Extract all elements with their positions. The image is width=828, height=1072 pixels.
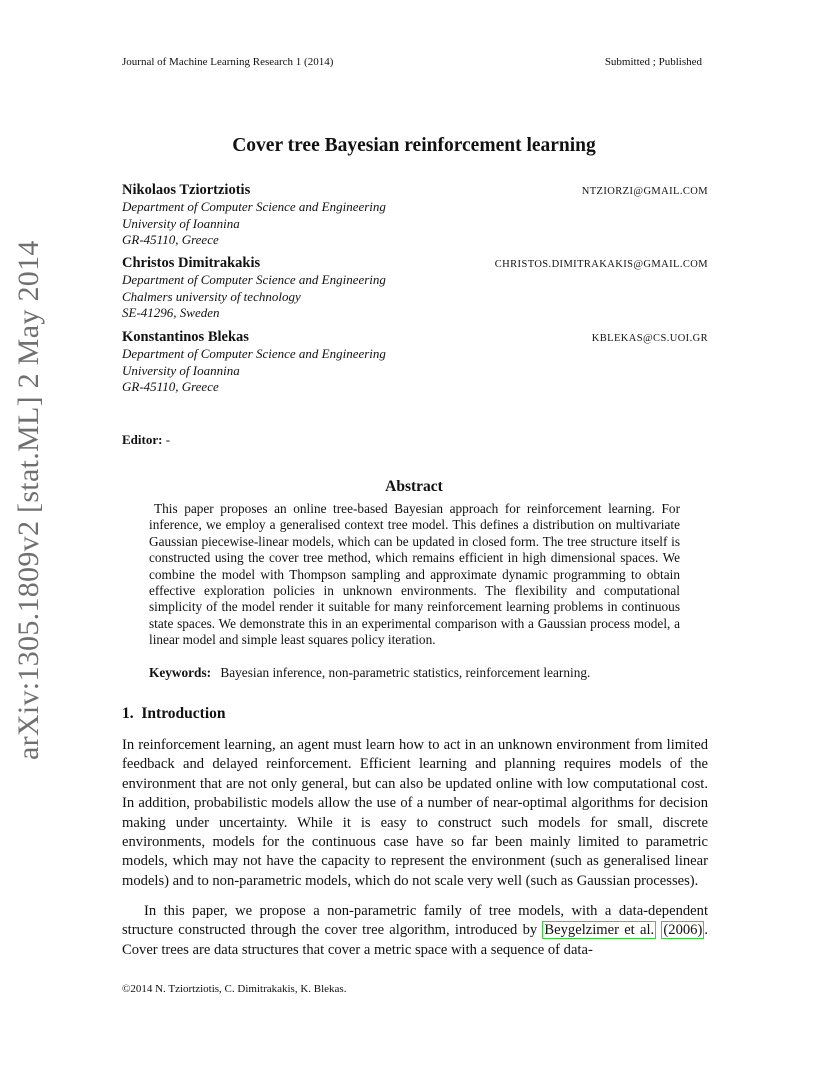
- author-block-1: [122, 182, 708, 249]
- author-email: CHRISTOS.DIMITRAKAKIS@GMAIL.COM: [494, 259, 708, 270]
- author-email: KBLEKAS@CS.UOI.GR: [591, 333, 708, 344]
- editor-label: Editor:: [122, 432, 163, 447]
- affiliation-line: University of Ioannina: [122, 362, 240, 378]
- editor-value: -: [165, 432, 171, 447]
- arxiv-stamp: arXiv:1305.1809v2 [stat.ML] 2 May 2014: [12, 240, 45, 760]
- submission-status: Submitted ; Published: [604, 56, 702, 68]
- abstract-heading: Abstract: [385, 478, 443, 495]
- paper-title: Cover tree Bayesian reinforcement learning: [232, 135, 596, 156]
- affiliation-line: SE-41296, Sweden: [122, 305, 220, 320]
- abstract-text: This paper proposes an online tree-based Bayesian approach for reinforcement learning. For inference, we employ a generalised context tree model. This defines a distribution on multivariate Gaussian piecewise-linear models, which can be updated in closed form. The tree structure itself is constructed using the cover tree method, which remains efficient in high dimensional spaces. We combine the model with Thompson sampling and approximate dynamic programming to obtain effective exploration policies in unknown environments. The flexibility and computational simplicity of the model render it suitable for many reinforcement learning problems in continuous state spaces. We demonstrate this in an experimental comparison with a Gaussian process model, a linear model and simple least squares policy iteration.: [149, 501, 680, 648]
- copyright-footer: ©2014 N. Tziortziotis, C. Dimitrakakis, K. Blekas.: [122, 983, 347, 995]
- author-name: Christos Dimitrakakis: [122, 255, 261, 271]
- affiliation-line: Department of Computer Science and Engineering: [122, 346, 386, 361]
- keywords-text: Bayesian inference, non-parametric statistics, reinforcement learning.: [220, 665, 591, 680]
- affiliation-line: Chalmers university of technology: [122, 288, 301, 304]
- intro-paragraph-2: [122, 902, 708, 960]
- author-block-2: [122, 255, 708, 322]
- keywords-line: [149, 665, 590, 681]
- paragraph-text: . Cover trees are data structures that cover a metric space with a sequence of data-: [122, 922, 708, 958]
- keywords-label: Keywords:: [149, 665, 212, 680]
- affiliation-line: Department of Computer Science and Engineering: [122, 199, 386, 214]
- affiliation-line: Department of Computer Science and Engineering: [122, 272, 386, 287]
- citation-link[interactable]: Beygelzimer et al.: [544, 922, 655, 939]
- intro-paragraph-1: In reinforcement learning, an agent must learn how to act in an unknown environment from limited feedback and delayed reinforcement. Efficient learning and planning requires models of the environment that are not only general, but can also be updated online with low computational cost. In addition, probabilistic models allow the use of a number of near-optimal algorithms for decision making under uncertainty. While it is easy to construct such models for small, discrete environments, models for the continuous case have so far been mainly limited to parametric models, which may not have the capacity to represent the environment (such as generalised linear models) and to non-parametric models, which do not scale very well (such as Gaussian processes).: [122, 737, 708, 889]
- section-heading: 1. Introduction: [122, 705, 226, 722]
- paragraph-text: In this paper, we propose a non-parametric family of tree models, with a data-dependent structure constructed through the cover tree algorithm, introduced by: [122, 903, 708, 939]
- affiliation-line: GR-45110, Greece: [122, 379, 219, 394]
- author-email: NTZIORZI@GMAIL.COM: [581, 186, 708, 197]
- citation-year-link[interactable]: (2006): [663, 922, 703, 939]
- author-name: Konstantinos Blekas: [122, 329, 249, 345]
- affiliation-line: GR-45110, Greece: [122, 232, 219, 247]
- author-block-3: [122, 329, 708, 396]
- affiliation-line: University of Ioannina: [122, 215, 240, 231]
- journal-header: Journal of Machine Learning Research 1 (2014): [122, 56, 334, 68]
- editor-line: [122, 432, 170, 448]
- author-name: Nikolaos Tziortziotis: [122, 182, 251, 198]
